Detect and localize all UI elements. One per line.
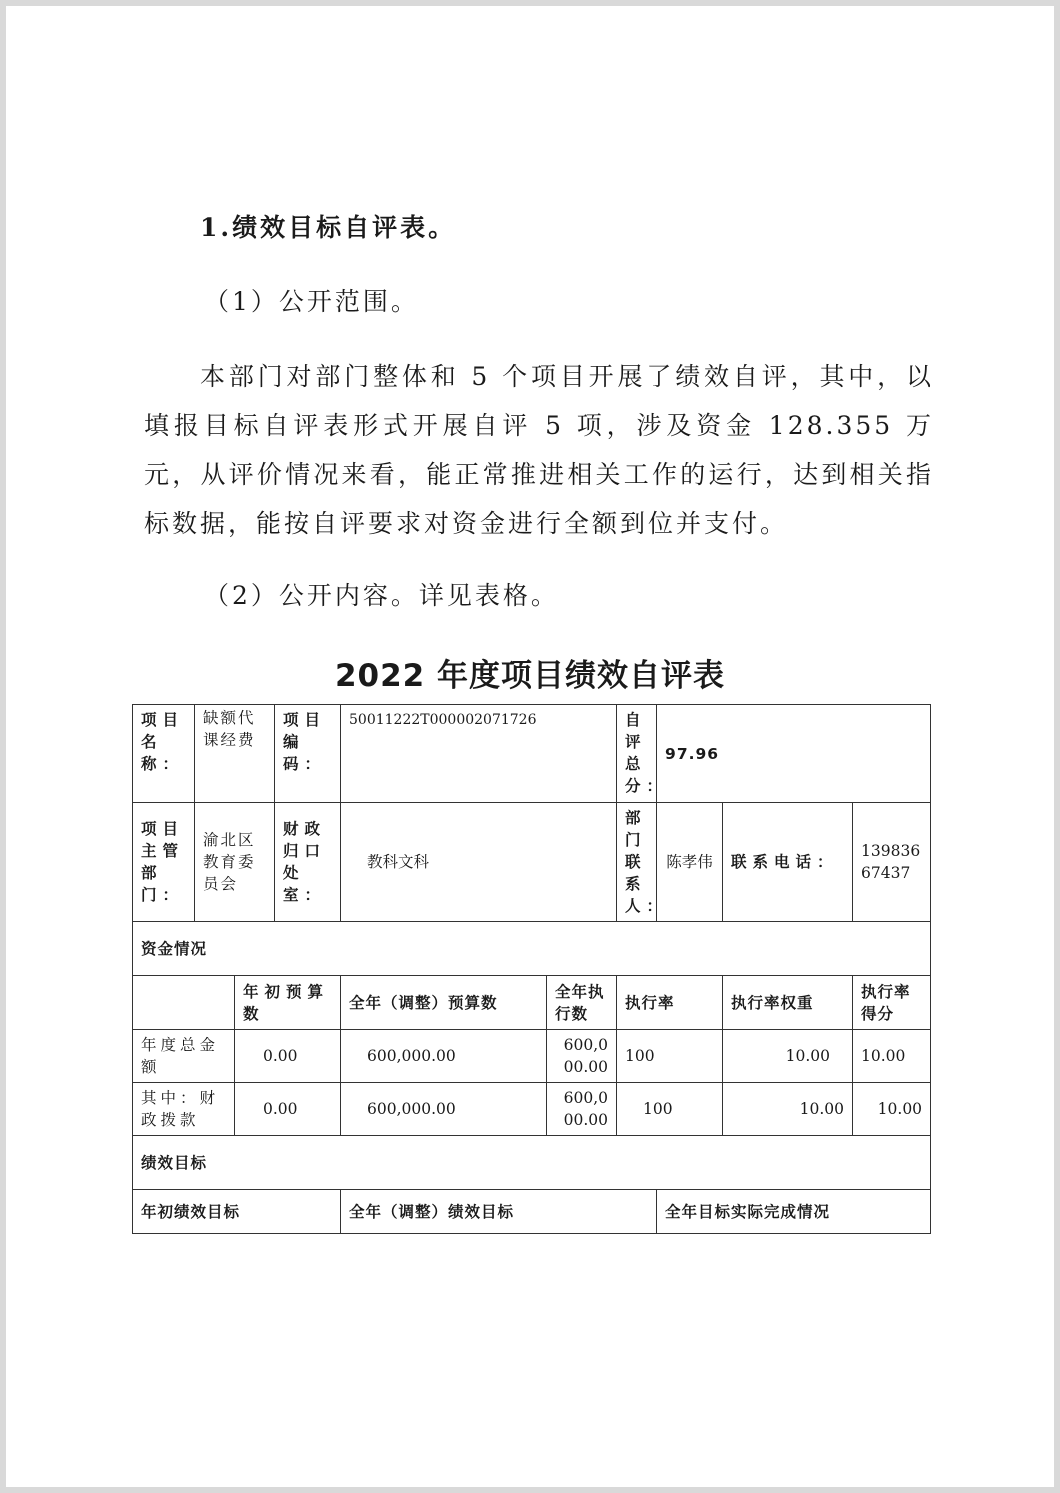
funds-header-initial: 年初预算数	[235, 976, 341, 1030]
funds-header-executed: 全年执行数	[547, 976, 617, 1030]
table-title: 2022 年度项目绩效自评表	[334, 658, 726, 694]
dept-label: 项目主管部门：	[133, 803, 195, 922]
finance-label: 财政归口处室：	[275, 803, 341, 922]
dept-value: 渝北区教育委员会	[195, 803, 275, 922]
project-name-label: 项目名称：	[133, 705, 195, 803]
funds-initial: 0.00	[235, 1083, 341, 1136]
funds-initial: 0.00	[235, 1030, 341, 1083]
score-value: 97.96	[657, 705, 931, 803]
funds-adjusted: 600,000.00	[341, 1030, 547, 1083]
contact-value: 陈孝伟	[657, 803, 723, 922]
finance-value: 教科文科	[341, 803, 617, 922]
perf-header-initial: 年初绩效目标	[133, 1190, 341, 1234]
funds-header-rate: 执行率	[617, 976, 723, 1030]
section-heading: 1.绩效目标自评表。	[200, 213, 457, 242]
contact-label: 部门联系人：	[617, 803, 657, 922]
funds-row-label: 年度总金额	[133, 1030, 235, 1083]
perf-header-adjusted: 全年（调整）绩效目标	[341, 1190, 657, 1234]
funds-rate: 100	[617, 1030, 723, 1083]
table-row	[133, 705, 931, 803]
score-label: 自评总分：	[617, 705, 657, 803]
phone-label: 联系电话：	[723, 803, 853, 922]
table-row	[133, 803, 931, 922]
table-row	[133, 1136, 931, 1190]
table-row	[133, 1083, 931, 1136]
funds-executed: 600,000.00	[547, 1030, 617, 1083]
body-paragraph: 本部门对部门整体和 5 个项目开展了绩效自评，其中，以填报目标自评表形式开展自评 5 项，涉及资金 128.355 万元，从评价情况来看，能正常推进相关工作的运行，达到相关指标数据，能按自评要求对资金进行全额到位并支付。	[144, 362, 934, 538]
funds-adjusted: 600,000.00	[341, 1083, 547, 1136]
subheading-content: （2）公开内容。详见表格。	[204, 581, 559, 610]
funds-header-weight: 执行率权重	[723, 976, 853, 1030]
funds-weight: 10.00	[723, 1030, 853, 1083]
table-row	[133, 1030, 931, 1083]
funds-weight: 10.00	[723, 1083, 853, 1136]
funds-header-adjusted: 全年（调整）预算数	[341, 976, 547, 1030]
funds-score: 10.00	[853, 1030, 931, 1083]
project-code-value: 50011222T000002071726	[341, 705, 617, 803]
document-page	[6, 6, 1054, 1487]
funds-executed: 600,000.00	[547, 1083, 617, 1136]
evaluation-table	[132, 704, 931, 1234]
funds-row-label: 其中：财政拨款	[133, 1083, 235, 1136]
table-row	[133, 922, 931, 976]
phone-value: 13983667437	[853, 803, 931, 922]
subheading-scope: （1）公开范围。	[204, 287, 419, 316]
project-name-value: 缺额代课经费	[195, 705, 275, 803]
funds-section-label: 资金情况	[133, 922, 931, 976]
funds-rate: 100	[617, 1083, 723, 1136]
funds-header-score: 执行率得分	[853, 976, 931, 1030]
perf-header-actual: 全年目标实际完成情况	[657, 1190, 931, 1234]
perf-section-label: 绩效目标	[133, 1136, 931, 1190]
funds-header-blank	[133, 976, 235, 1030]
table-row	[133, 1190, 931, 1234]
funds-score: 10.00	[853, 1083, 931, 1136]
project-code-label: 项目编码：	[275, 705, 341, 803]
table-row	[133, 976, 931, 1030]
